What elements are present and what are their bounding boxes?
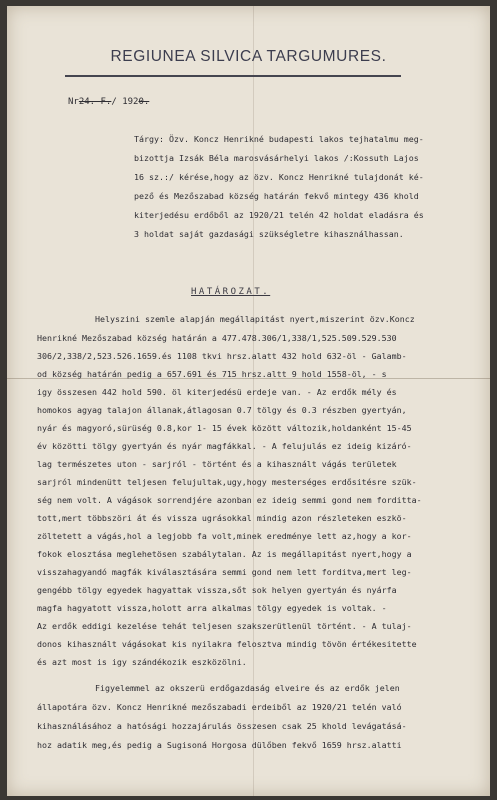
reference-number [68, 97, 149, 107]
body-line: fokok elosztása meglehetösen szabálytalan. Az is megállapitást nyert,hogy a [37, 549, 412, 559]
body-line: gengébb tölgy egyedek hagyattak vissza,sőt sok helyen gyertyán és nyárfa [37, 585, 397, 595]
subject-line: Tárgy: Özv. Koncz Henrikné budapesti lakos tejhatalmu meg- [134, 134, 424, 144]
body-line: magfa hagyatott vissza,holott arra alkalmas tölgy egyedek is voltak. - [37, 603, 387, 613]
body-line: igy összesen 442 hold 590. öl kiterjedésü erdeje van. - Az erdők mély és [37, 387, 397, 397]
body-line: Figyelemmel az okszerü erdőgazdaság elveire és az erdők jelen [95, 683, 400, 693]
body-line: visszahagyandó magfák kiválasztására semmi gond nem lett forditva,mert leg- [37, 567, 412, 577]
body-line: donos kihasznált vágásokat kis nyilakra felosztva mindig tövön értékesitette [37, 639, 417, 649]
resolution-heading: HATÁROZAT. [191, 287, 271, 297]
body-line: nyár és magyoró,sürüség 0.8,kor 1- 15 évek között változik,holdanként 15-45 [37, 423, 412, 433]
body-line: ség nem volt. A vágások sorrendjére azonban ez ideig semmi gond nem forditta- [37, 495, 422, 505]
subject-line: 16 sz.:/ kérése,hogy az özv. Koncz Henrikné tulajdonát ké- [134, 172, 424, 182]
subject-line: bizottja Izsák Béla marosvásárhelyi lakos /:Kossuth Lajos [134, 153, 419, 163]
reference-prefix: Nr [68, 97, 79, 107]
subject-line: pező és Mezőszabad község határán fekvő mintegy 436 khold [134, 191, 419, 201]
paper-fold-vertical [253, 6, 254, 796]
letterhead-title: REGIUNEA SILVICA TARGUMURES. [110, 48, 387, 65]
body-line: állapotára özv. Koncz Henrikné mezőszabadi erdeiből az 1920/21 telén való [37, 702, 402, 712]
document-page [7, 6, 490, 796]
body-line: tott,mert többszöri át és vissza ugrásokkal mindig azon részleteken eszkö- [37, 513, 407, 523]
body-line: homokos agyag talajon állanak,átlagosan 0.7 tölgy és 0.3 részben gyertyán, [37, 405, 407, 415]
body-line: Az erdők eddigi kezelése tehát teljesen szakszerütlenül történt. - A tulaj- [37, 621, 412, 631]
reference-year-suffix: 0. [138, 97, 150, 107]
body-line: Henrikné Mezőszabad község határán a 477.478.306/1,338/1,525.509.529.530 [37, 333, 397, 343]
body-line: lag természetes uton - sarjról - történt és a kihasznált vágás területek [37, 459, 397, 469]
body-line: 306/2,338/2,523.526.1659.és 1108 tkvi hrsz.alatt 432 hold 632-öl - Galamb- [37, 351, 407, 361]
reference-value: 24. F. [78, 97, 112, 107]
body-line: év közötti tölgy gyertyán és nyár magfákkal. - A felujulás ez ideig kizáró- [37, 441, 412, 451]
body-line: sarjról mindenütt teljesen felujultak,ugy,hogy mesterséges erdősitésre szük- [37, 477, 417, 487]
body-line: od község határán pedig a 657.691 és 715 hrsz.altt 9 hold 1558-öl, - s [37, 369, 387, 379]
body-line: kihasználásához a hatósági hozzajárulás összesen csak 25 khold levágatásá- [37, 721, 407, 731]
body-line: és azt most is igy szándékozik eszközölni. [37, 657, 247, 667]
body-line: Helyszini szemle alapján megállapitást nyert,miszerint özv.Koncz [95, 314, 415, 324]
subject-line: kiterjedésu erdőből az 1920/21 telén 42 holdat eladásra és [134, 210, 424, 220]
body-line: zöltetett a vágás,hol a legjobb fa volt,minek eredménye lett az,hogy a kor- [37, 531, 412, 541]
body-line: hoz adatik meg,és pedig a Sugisoná Horgosa dülőben fekvő 1659 hrsz.alatti [37, 740, 402, 750]
reference-year-prefix: / 192 [111, 97, 139, 107]
letterhead-rule [65, 75, 401, 77]
subject-line: 3 holdat saját gazdasági szükségletre kihasználhassan. [134, 229, 404, 239]
